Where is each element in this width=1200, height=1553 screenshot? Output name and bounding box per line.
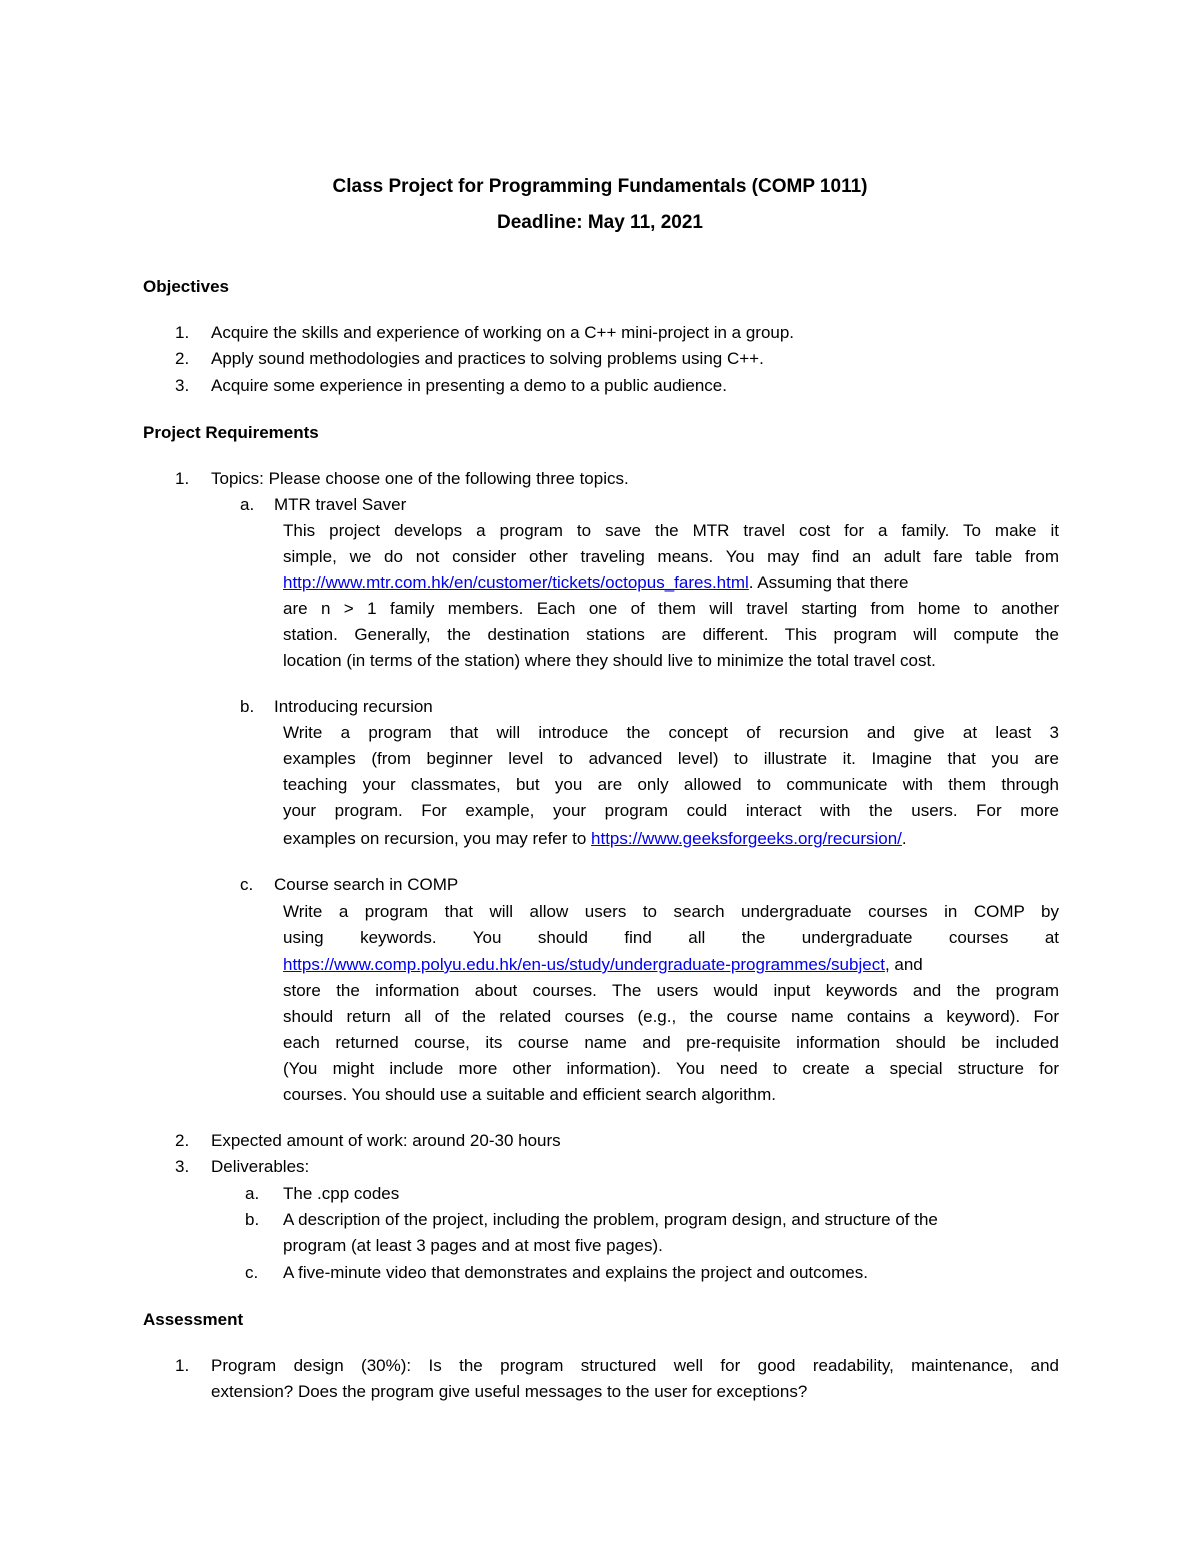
mtr-fares-link[interactable]: http://www.mtr.com.hk/en/customer/tickets/octopus_fares.html [283, 573, 749, 592]
assessment-number: 1. [175, 1356, 190, 1375]
deliverable-item: The .cpp codes [283, 1184, 400, 1203]
topic-title: Introducing recursion [274, 697, 433, 716]
topic-text: (You might include more other information). You need to create a special structure for [283, 1059, 1059, 1078]
requirement-number: 1. [175, 469, 190, 488]
topic-text: This project develops a program to save the MTR travel cost for a family. To make it [283, 521, 1059, 540]
deadline: Deadline: May 11, 2021 [497, 212, 703, 233]
requirement-number: 2. [175, 1131, 190, 1150]
assessment-item-continued: extension? Does the program give useful messages to the user for exceptions? [211, 1382, 808, 1401]
topic-letter: c. [240, 875, 254, 894]
polyu-courses-link[interactable]: https://www.comp.polyu.edu.hk/en-us/study/undergraduate-programmes/subject [283, 955, 885, 974]
topic-text: https://www.comp.polyu.edu.hk/en-us/study/undergraduate-programmes/subject, and [283, 955, 923, 974]
deliverable-item-continued: program (at least 3 pages and at most five pages). [283, 1236, 663, 1255]
assessment-item: Program design (30%): Is the program structured well for good readability, maintenance, and [211, 1356, 1059, 1375]
deliverable-letter: a. [245, 1184, 260, 1203]
requirement-item: Expected amount of work: around 20-30 hours [211, 1131, 561, 1150]
topic-text: station. Generally, the destination stations are different. This program will compute the [283, 625, 1059, 644]
objective-item: Apply sound methodologies and practices to solving problems using C++. [211, 349, 764, 368]
requirement-number: 3. [175, 1157, 190, 1176]
topic-text: teaching your classmates, but you are only allowed to communicate with them through [283, 775, 1059, 794]
topic-title: MTR travel Saver [274, 495, 407, 514]
deliverable-item: A five-minute video that demonstrates and explains the project and outcomes. [283, 1263, 868, 1282]
topic-text: are n > 1 family members. Each one of them will travel starting from home to another [283, 599, 1059, 618]
topic-text: using keywords. You should find all the undergraduate courses at [283, 928, 1059, 947]
topic-text: store the information about courses. The users would input keywords and the program [283, 981, 1059, 1000]
topic-title: Course search in COMP [274, 875, 459, 894]
objectives-heading: Objectives [143, 277, 229, 296]
objective-number: 1. [175, 323, 190, 342]
topic-text: examples (from beginner level to advanced level) to illustrate it. Imagine that you are [283, 749, 1059, 768]
geeksforgeeks-link[interactable]: https://www.geeksforgeeks.org/recursion/ [591, 829, 902, 848]
topic-text: courses. You should use a suitable and efficient search algorithm. [283, 1085, 776, 1104]
deliverable-item: A description of the project, including the problem, program design, and structure of the [283, 1210, 938, 1229]
topic-letter: a. [240, 495, 255, 514]
topic-text: http://www.mtr.com.hk/en/customer/tickets/octopus_fares.html. Assuming that there [283, 573, 909, 592]
objective-number: 2. [175, 349, 190, 368]
topic-text: your program. For example, your program could interact with the users. For more [283, 801, 1059, 820]
requirement-item: Deliverables: [211, 1157, 310, 1176]
objective-item: Acquire some experience in presenting a demo to a public audience. [211, 376, 727, 395]
page-title: Class Project for Programming Fundamentals (COMP 1011) [332, 176, 868, 197]
requirement-item: Topics: Please choose one of the following three topics. [211, 469, 629, 488]
topic-letter: b. [240, 697, 255, 716]
requirements-heading: Project Requirements [143, 423, 319, 442]
topic-text: location (in terms of the station) where they should live to minimize the total travel cost. [283, 651, 936, 670]
topic-text: examples on recursion, you may refer to https://www.geeksforgeeks.org/recursion/. [283, 829, 907, 848]
objective-item: Acquire the skills and experience of working on a C++ mini-project in a group. [211, 323, 795, 342]
topic-text: simple, we do not consider other traveling means. You may find an adult fare table from [283, 547, 1059, 566]
topic-text: should return all of the related courses (e.g., the course name contains a keyword). For [283, 1007, 1059, 1026]
topic-text: each returned course, its course name and pre-requisite information should be included [283, 1033, 1059, 1052]
topic-text: Write a program that will introduce the concept of recursion and give at least 3 [283, 723, 1059, 742]
assessment-heading: Assessment [143, 1310, 244, 1329]
deliverable-letter: b. [245, 1210, 260, 1229]
objective-number: 3. [175, 376, 190, 395]
topic-text: Write a program that will allow users to search undergraduate courses in COMP by [283, 902, 1059, 921]
deliverable-letter: c. [245, 1263, 259, 1282]
